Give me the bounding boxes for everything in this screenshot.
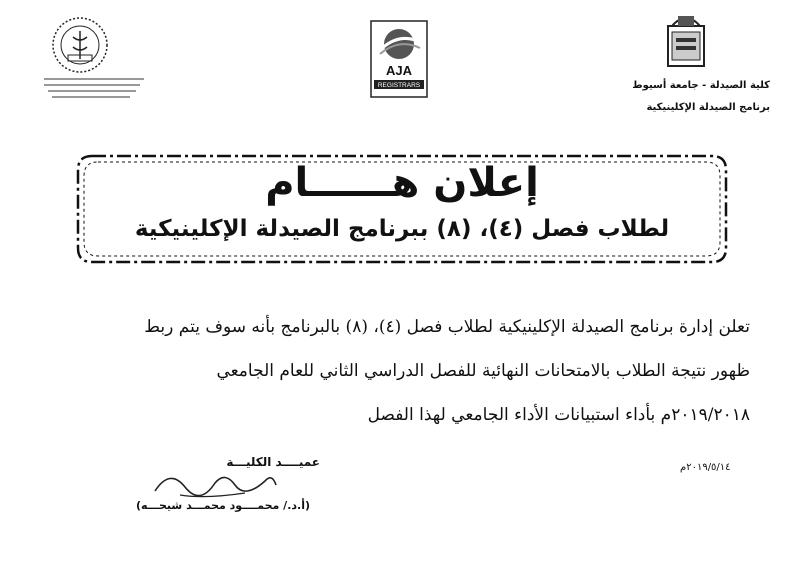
document-date: ٢٠١٩/٥/١٤م: [680, 462, 731, 473]
handwritten-signature: [150, 463, 280, 503]
program-name: برنامج الصيدلة الإكلينيكية: [646, 102, 770, 113]
institution-header: [600, 12, 770, 112]
aja-logo-text: AJA: [385, 63, 413, 78]
institution-name: كلية الصيدلة - جامعة أسيوط: [632, 80, 770, 91]
university-seal: [662, 12, 710, 68]
announcement-subtitle: لطلاب فصل (٤)، (٨) ببرنامج الصيدلة الإكلينيكية: [134, 216, 670, 242]
body-line: ظهور نتيجة الطلاب بالامتحانات النهائية للفصل الدراسي الثاني للعام الجامعي: [216, 361, 750, 381]
signatory-role: عميــــد الكليـــة: [226, 455, 320, 469]
iso-seal: [40, 15, 150, 103]
body-line: تعلن إدارة برنامج الصيدلة الإكلينيكية لطلاب فصل (٤)، (٨) بالبرنامج بأنه سوف يتم ربط: [144, 317, 750, 337]
aja-logo: [370, 20, 428, 98]
aja-logo-subtext: REGISTRARS: [377, 82, 421, 89]
signatory-name: (أ.د./ محمــــود محمـــد شيحـــه): [136, 499, 310, 512]
announcement-box: [72, 150, 732, 268]
signature-block: [110, 455, 320, 525]
announcement-title: إعلان هــــــام: [265, 160, 539, 206]
body-line: ٢٠١٩/٢٠١٨م بأداء استبيانات الأداء الجامعي لهذا الفصل: [367, 405, 750, 425]
announcement-body: [60, 305, 750, 437]
